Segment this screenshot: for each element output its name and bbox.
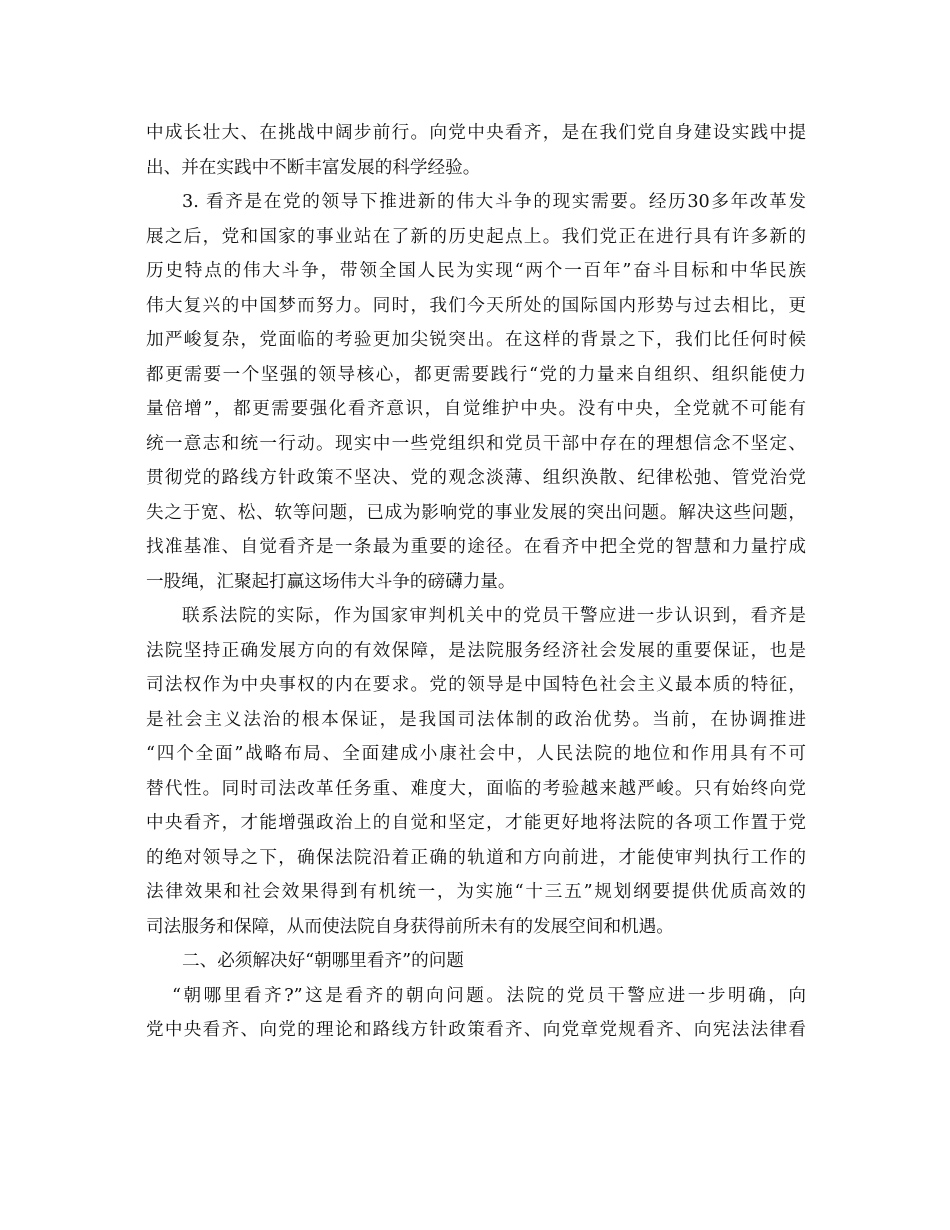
- text-line: 都更需要一个坚强的领导核心，都更需要践行“党的力量来自组织、组织能使力: [146, 364, 806, 385]
- text-line: 党中央看齐、向党的理论和路线方针政策看齐、向党章党规看齐、向宪法法律看: [146, 1020, 806, 1040]
- text-line: 一股绳，汇聚起打赢这场伟大斗争的磅礴力量。: [146, 571, 516, 592]
- text-line: 法律效果和社会效果得到有机统一，为实施“十三五”规划纲要提供优质高效的: [146, 882, 806, 902]
- text-line: 统一意志和统一行动。现实中一些党组织和党员干部中存在的理想信念不坚定、: [146, 433, 806, 454]
- text-line: 是社会主义法治的根本保证，是我国司法体制的政治优势。当前，在协调推进: [146, 709, 806, 730]
- text-line: 加严峻复杂，党面临的考验更加尖锐突出。在这样的背景之下，我们比任何时候: [146, 330, 806, 350]
- text-line: 的绝对领导之下，确保法院沿着正确的轨道和方向前进，才能使审判执行工作的: [146, 847, 806, 868]
- text-line: 中央看齐，才能增强政治上的自觉和坚定，才能更好地将法院的各项工作置于党: [146, 813, 806, 833]
- text-line: 司法权作为中央事权的内在要求。党的领导是中国特色社会主义最本质的特征，: [146, 675, 806, 695]
- text-line: 联系法院的实际，作为国家审判机关中的党员干警应进一步认识到，看齐是: [182, 606, 806, 626]
- text-line: 失之于宽、松、软等问题，已成为影响党的事业发展的突出问题。解决这些问题，: [146, 502, 806, 523]
- text-line: 3. 看齐是在党的领导下推进新的伟大斗争的现实需要。经历30多年改革发: [182, 192, 806, 212]
- text-line: 找准基准、自觉看齐是一条最为重要的途径。在看齐中把全党的智慧和力量拧成: [146, 537, 806, 557]
- text-line: 量倍增”，都更需要强化看齐意识，自觉维护中央。没有中央，全党就不可能有: [146, 399, 806, 419]
- text-line: 中成长壮大、在挑战中阔步前行。向党中央看齐，是在我们党自身建设实践中提: [146, 123, 806, 143]
- text-line: 贯彻党的路线方针政策不坚决、党的观念淡薄、组织涣散、纪律松弛、管党治党: [146, 468, 806, 488]
- text-line: 展之后，党和国家的事业站在了新的历史起点上。我们党正在进行具有许多新的: [146, 226, 806, 247]
- text-line: 伟大复兴的中国梦而努力。同时，我们今天所处的国际国内形势与过去相比，更: [146, 295, 806, 316]
- text-line: 司法服务和保障，从而使法院自身获得前所未有的发展空间和机遇。: [146, 916, 674, 937]
- text-line: 出、并在实践中不断丰富发展的科学经验。: [146, 157, 481, 178]
- text-line: 法院坚持正确发展方向的有效保障，是法院服务经济社会发展的重要保证，也是: [146, 640, 806, 661]
- text-line: 历史特点的伟大斗争，带领全国人民为实现“两个一百年”奋斗目标和中华民族: [146, 261, 806, 281]
- text-line: 替代性。同时司法改革任务重、难度大，面临的考验越来越严峻。只有始终向党: [146, 778, 806, 799]
- text-line: “四个全面”战略布局、全面建成小康社会中，人民法院的地位和作用具有不可: [146, 744, 806, 764]
- section-heading: 二、必须解决好“朝哪里看齐”的问题: [182, 951, 464, 971]
- text-line: “朝哪里看齐?”这是看齐的朝向问题。法院的党员干警应进一步明确，向: [172, 985, 806, 1006]
- body-text: [146, 116, 806, 1048]
